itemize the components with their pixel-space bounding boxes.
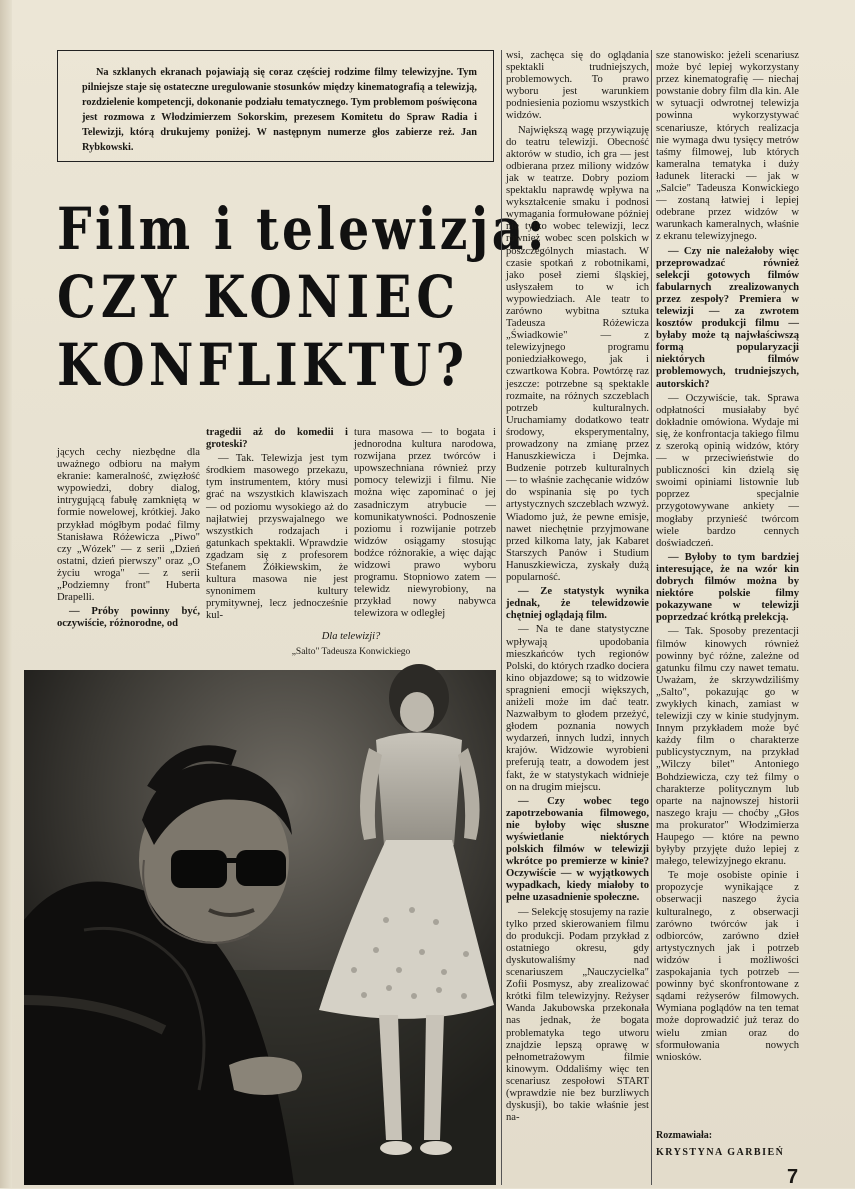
paragraph: Te moje osobiste opinie i propozycje wynikające z obserwacji naszego życia kulturalnego, z obserwacji zarówno twórców jak i odbiorców, zarówno dzieł artystycznych jak i potrzeb widzów i możliwości zaspokajania tych potrzeb — powinny być skonfrontowane z sądami reżyserów filmowych. Wymiana poglądów na ten temat może doprowadzić już teraz do wielu zmian oraz do sformułowania nowych wniosków. <box>656 870 799 1063</box>
question-paragraph: — Próby powinny być, oczywiście, różnorodne, od <box>57 606 200 630</box>
question-paragraph: — Byłoby to tym bardziej interesujące, że na wzór kin dobrych filmów można by niektóre polskie filmy pokazywane w telewizji poprzedzać krótką prelekcją. <box>656 551 799 624</box>
headline-line-1: Film i telewizja: <box>57 195 549 263</box>
caption-title: Dla telewizji? <box>321 631 381 642</box>
interviewer-signature <box>656 1129 798 1159</box>
photo-caption <box>206 631 496 657</box>
film-still-photo <box>24 670 496 1185</box>
paragraph: wsi, zachęca się do oglądania spektakli trudniejszych, problemowych. To prawo wyboru jest warunkiem podniesienia poziomu wszystkich widzów. <box>506 50 649 122</box>
article-column-1 <box>57 447 200 630</box>
signature-name: KRYSTYNA GARBIEŃ <box>656 1147 785 1158</box>
article-column-4 <box>501 50 649 1185</box>
film-still-image <box>24 670 496 1185</box>
question-paragraph: tragedii aż do komedii i groteski? <box>206 427 348 451</box>
paragraph: tura masowa — to bogata i jednorodna kultura narodowa, rozwijana przez twórców i upowszechniana również przy pomocy telewizji i filmu. Nie można więc zapominać o jej zasadniczym atrybucie — komunikatywności. Podnoszenie poziomu i rozwijanie potrzeb widzów osiągamy stosując bodźce różnorakie, a więc dając widzowi prawo wyboru programu. Stopniowo zatem — telewidz niewyrobiony, na przykład nowy nabywca telewizora w odległej <box>354 427 496 620</box>
paragraph: Największą wagę przywiązuję do teatru telewizji. Obecność aktorów w studio, ich gra — jest odbierana przez miliony widzów jak w teatrze. Dobry poziom spektaklu naprawdę wpływa na wykształcenie smaku i podnosi wymagania formułowane później nie tylko wobec telewizji, lecz również wobec scen polskich w poszczególnych miastach. W czasie spotkań z robotnikami, jako poseł ziemi śląskiej, usłyszałem to w ich wypowiedziach. Ale teatr to zarówno wybitna sztuka Tadeusza Różewicza „Świadkowie" — z telewizyjnego programu poniedziałkowego, jak i czwartkowa Kobra. Powtórzę raz jeszcze: potrzebne są spektakle rozmaite, na różnych szczeblach potrzeb kulturalnych. Uruchamiamy dodatkowo teatr środowy, eksperymentalny, prowadzony na zmianę przez Hanuszkiewicza i Dejmka. Budzenie potrzeb kulturalnych — to właśnie zachęcanie widzów do wspinania się po tych artystycznych szczeblach wzwyż. Wiadomo już, że pewne emisje, nawet niechętnie przyjmowane przed kilkoma laty, jak Kabaret Starszych Panów i Studium Hanuszkiewicza, zyskały dużą popularność. <box>506 124 649 584</box>
headline-line-2: CZY KONIEC <box>57 263 461 331</box>
paragraph: — Tak. Sposoby prezentacji filmów kinowych również powinny być różne, zależne od gatunku filmu czy nawet tematu. Uważam, że skrzywdziliśmy „Salto", pokazując go w zwykłych kinach, zamiast w telewizji czy w kinie studyjnym. Innym przykładem może być każdy film o charakterze publicystycznym, na przykład „Wilczy bilet" Antoniego Bohdziewicza, czy też filmy o charakterze politycznym lub oparte na najnowszej historii naszego kraju — choćby „Głos ma prokurator" Włodzimierza Haupego — które na pewno byłyby przyjęte dużo lepiej z małego, telewizyjnego ekranu. <box>656 626 799 868</box>
page-binding-shadow <box>0 0 12 1188</box>
caption-credit: „Salto" Tadeusza Konwickiego <box>291 647 411 657</box>
signature-label: Rozmawiała: <box>656 1130 713 1141</box>
article-column-5 <box>651 50 799 1185</box>
headline-line-3: KONFLIKTU? <box>57 331 469 399</box>
page-number: 7 <box>787 1166 799 1188</box>
paragraph: — Oczywiście, tak. Sprawa odpłatności musiałaby być dokładnie omówiona. Wydaje mi się, że konfrontacja takiego filmu z szeroką opinią widzów, który — w przeciwieństwie do publiczności kin dzielą się swoimi opiniami listownie lub poprzez specjalnie przygotowywane ankiety — mogłaby przynieść twórcom wiele bardzo cennych doświadczeń. <box>656 392 799 549</box>
paragraph: sze stanowisko: jeżeli scenariusz może być lepiej wykorzystany przez kinematografię — niechaj powstanie dobry film dla kin. Ale w sytuacji odwrotnej telewizja powinna wykorzystywać scenariusze, których realizacja nie wymaga dwu tysięcy metrów taśmy filmowej, lub których kameralna tematyka i duży ładunek literacki — jak w „Salcie" Tadeusza Konwickiego — zostaną łatwiej i lepiej odebrane przez widzów w warunkach kameralnych, właśnie z ekranu telewizyjnego. <box>656 50 799 243</box>
question-paragraph: — Czy wobec tego zapotrzebowania filmowego, nie byłoby więc słuszne wyświetlanie niektórych polskich filmów w telewizji wkrótce po premierze w kinie? Oczywiście — w wyjątkowych wypadkach, kiedy miałoby to pełne uzasadnienie społeczne. <box>506 795 649 904</box>
article-column-2 <box>206 427 348 622</box>
paragraph: jących cechy niezbędne dla uważnego odbioru na małym ekranie: kameralność, zwięzłość wypowiedzi, dobry dialog, intrygującą fabułę zamkniętą w formie nowelowej, krótkiej. Jako przykład mógłbym podać filmy Stanisława Różewicza „Piwo" czy „Wózek" — z serii „Dzień ostatni, dzień pierwszy" oraz „O życiu wroga" — z serii „Podziemny front" Huberta Drapelli. <box>57 447 200 604</box>
article-column-3 <box>354 427 496 619</box>
paragraph: — Selekcję stosujemy na razie tylko przed skierowaniem filmu do produkcji. Podam przykład z ostatniego okresu, gdy dyskutowaliśmy nad scenariuszem „Nauczycielka" Zofii Posmysz, aby zrealizować krótki film telewizyjny. Reżyser Wanda Jakubowska przekonała nas jednak, że bogata problematyka tego utworu znajdzie lepszą oprawę w pełnometrażowym filmie kinowym. Oddaliśmy więc ten scenariusz zespołowi START (wprawdzie nie bez burzliwych dyskusji), bo takie właśnie jest na- <box>506 906 649 1124</box>
paragraph: — Na te dane statystyczne wpływają upodobania mieszkańców tych regionów Polski, do których rzadko dociera kino objazdowe; są to widzowie spragnieni emocji większych, aniżeli może im dać teatr. Nazwałbym to głodem przeżyć, głodem poznania nowych wydarzeń, innych ludzi, innych krajów. Widzowie wyrobieni preferują teatr, a dowodem jest fakt, że w statystykach widnieje on na drugim miejscu. <box>506 624 649 793</box>
paragraph: — Tak. Telewizja jest tym środkiem masowego przekazu, tym instrumentem, który musi grać na wszystkich klawiszach — od poziomu wysokiego aż do najłatwiej przyswajalnego we wszystkich rodzajach i gatunkach spektakli. Wprawdzie zgadzam się z profesorem Stefanem Żółkiewskim, że kultura masowa nie jest synonimem kultury prymitywnej, lecz jednocześnie kul- <box>206 453 348 622</box>
question-paragraph: — Czy nie należałoby więc przeprowadzać również selekcji gotowych filmów fabularnych zrealizowanych przez zespoły? Premiera w telewizji — za zwrotem kosztów produkcji filmu — byłaby może tą najwłaściwszą formą popularyzacji niektórych filmów problemowych, trudniejszych, autorskich? <box>656 245 799 390</box>
question-paragraph: — Ze statystyk wynika jednak, że telewidzowie chętniej oglądają film. <box>506 586 649 622</box>
intro-box: Na szklanych ekranach pojawiają się coraz częściej rodzime filmy telewizyjne. Tym pilniejsze staje się ostateczne uregulowanie stosunków między kinematografią a telewizją, rozdzielenie kompetencji, dokonanie podziału tematycznego. Tym problemom poświęcona jest rozmowa z Włodzimierzem Sokorskim, prezesem Komitetu do Spraw Radia i Telewizji, którą drukujemy poniżej. W następnym numerze głos zabierze reż. Jan Rybkowski. <box>57 50 494 162</box>
